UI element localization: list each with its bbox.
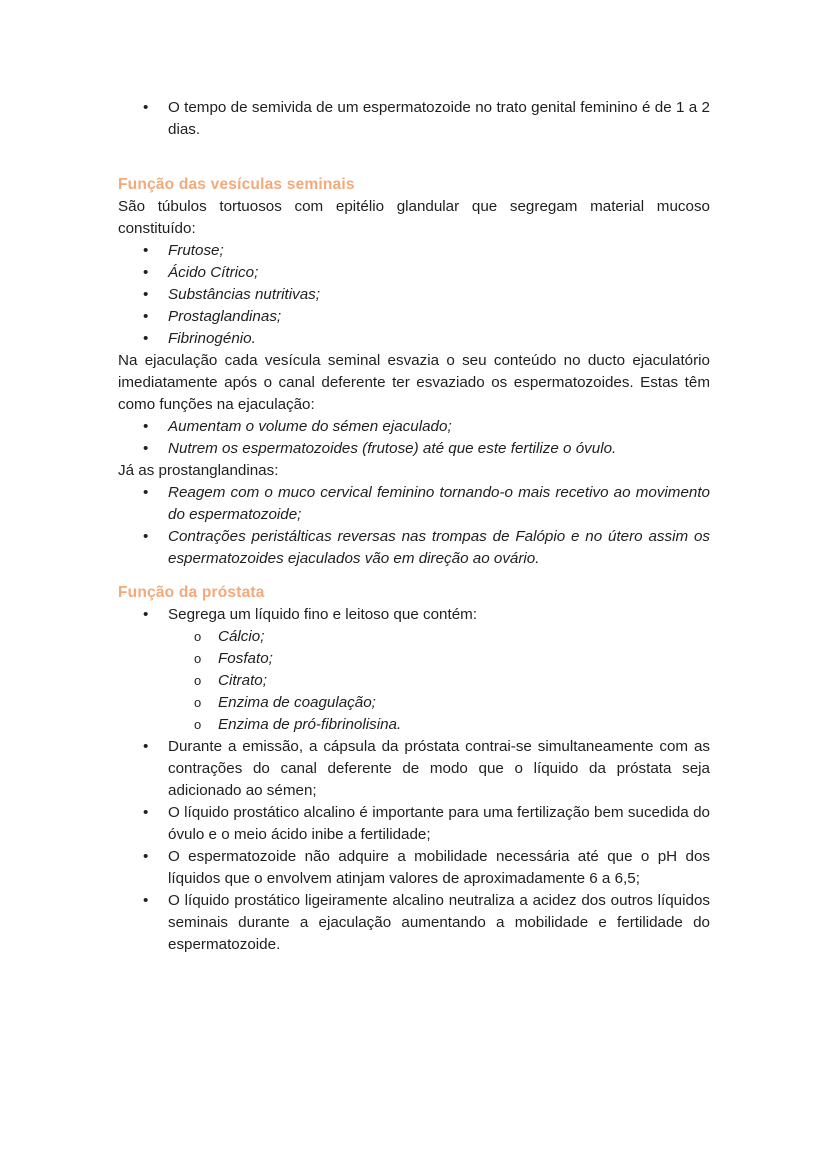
sublist-item: o Enzima de coagulação; <box>118 692 710 714</box>
section-heading-vesiculas: Função das vesículas seminais <box>118 176 355 193</box>
sublist-item: o Cálcio; <box>118 626 710 648</box>
list-item: • O tempo de semivida de um espermatozoide no trato genital feminino é de 1 a 2 dias. <box>118 97 710 141</box>
list-item: • Frutose; <box>118 240 710 262</box>
components-list <box>118 240 710 350</box>
list-item: • Fibrinogénio. <box>118 328 710 350</box>
list-item <box>118 604 710 736</box>
list-item: • O espermatozoide não adquire a mobilidade necessária até que o pH dos líquidos que o envolvem atinjam valores de aproximadamente 6 a 6,5; <box>118 846 710 890</box>
sublist-item: o Fosfato; <box>118 648 710 670</box>
list-item-text: Segrega um líquido fino e leitoso que contém: <box>168 606 478 623</box>
section-intro: São túbulos tortuosos com epitélio glandular que segregam material mucoso constituído: <box>118 198 710 237</box>
list-item: • O líquido prostático ligeiramente alcalino neutraliza a acidez dos outros líquidos seminais durante a ejaculação aumentando a mobilidade e fertilidade do espermatozoide. <box>118 890 710 956</box>
sublist-item: o Citrato; <box>118 670 710 692</box>
list-item: • Contrações peristálticas reversas nas trompas de Falópio e no útero assim os espermatozoides ejaculados vão em direção ao ovário. <box>118 526 710 570</box>
sublist-item: o Enzima de pró-fibrinolisina. <box>118 714 710 736</box>
list-item: • Prostaglandinas; <box>118 306 710 328</box>
list-item: • Substâncias nutritivas; <box>118 284 710 306</box>
list-item: • O líquido prostático alcalino é importante para uma fertilização bem sucedida do óvulo e o meio ácido inibe a fertilidade; <box>118 802 710 846</box>
list-item: • Nutrem os espermatozoides (frutose) até que este fertilize o óvulo. <box>118 438 710 460</box>
prostaglandins-intro: Já as prostanglandinas: <box>118 462 279 479</box>
functions-list <box>118 416 710 460</box>
prostate-sublist <box>168 626 710 736</box>
list-item: • Durante a emissão, a cápsula da próstata contrai-se simultaneamente com as contrações do canal deferente de modo que o líquido da próstata seja adicionado ao sémen; <box>118 736 710 802</box>
list-item: • Aumentam o volume do sémen ejaculado; <box>118 416 710 438</box>
top-bullet-list <box>118 97 710 141</box>
prostate-list <box>118 604 710 956</box>
prostaglandins-list <box>118 482 710 570</box>
list-item: • Reagem com o muco cervical feminino tornando-o mais recetivo ao movimento do espermatozoide; <box>118 482 710 526</box>
ejaculation-paragraph: Na ejaculação cada vesícula seminal esvazia o seu conteúdo no ducto ejaculatório imediatamente após o canal deferente ter esvaziado os espermatozoides. Estas têm como funções na ejaculação: <box>118 352 710 413</box>
list-item: • Ácido Cítrico; <box>118 262 710 284</box>
section-heading-prostata: Função da próstata <box>118 584 265 601</box>
